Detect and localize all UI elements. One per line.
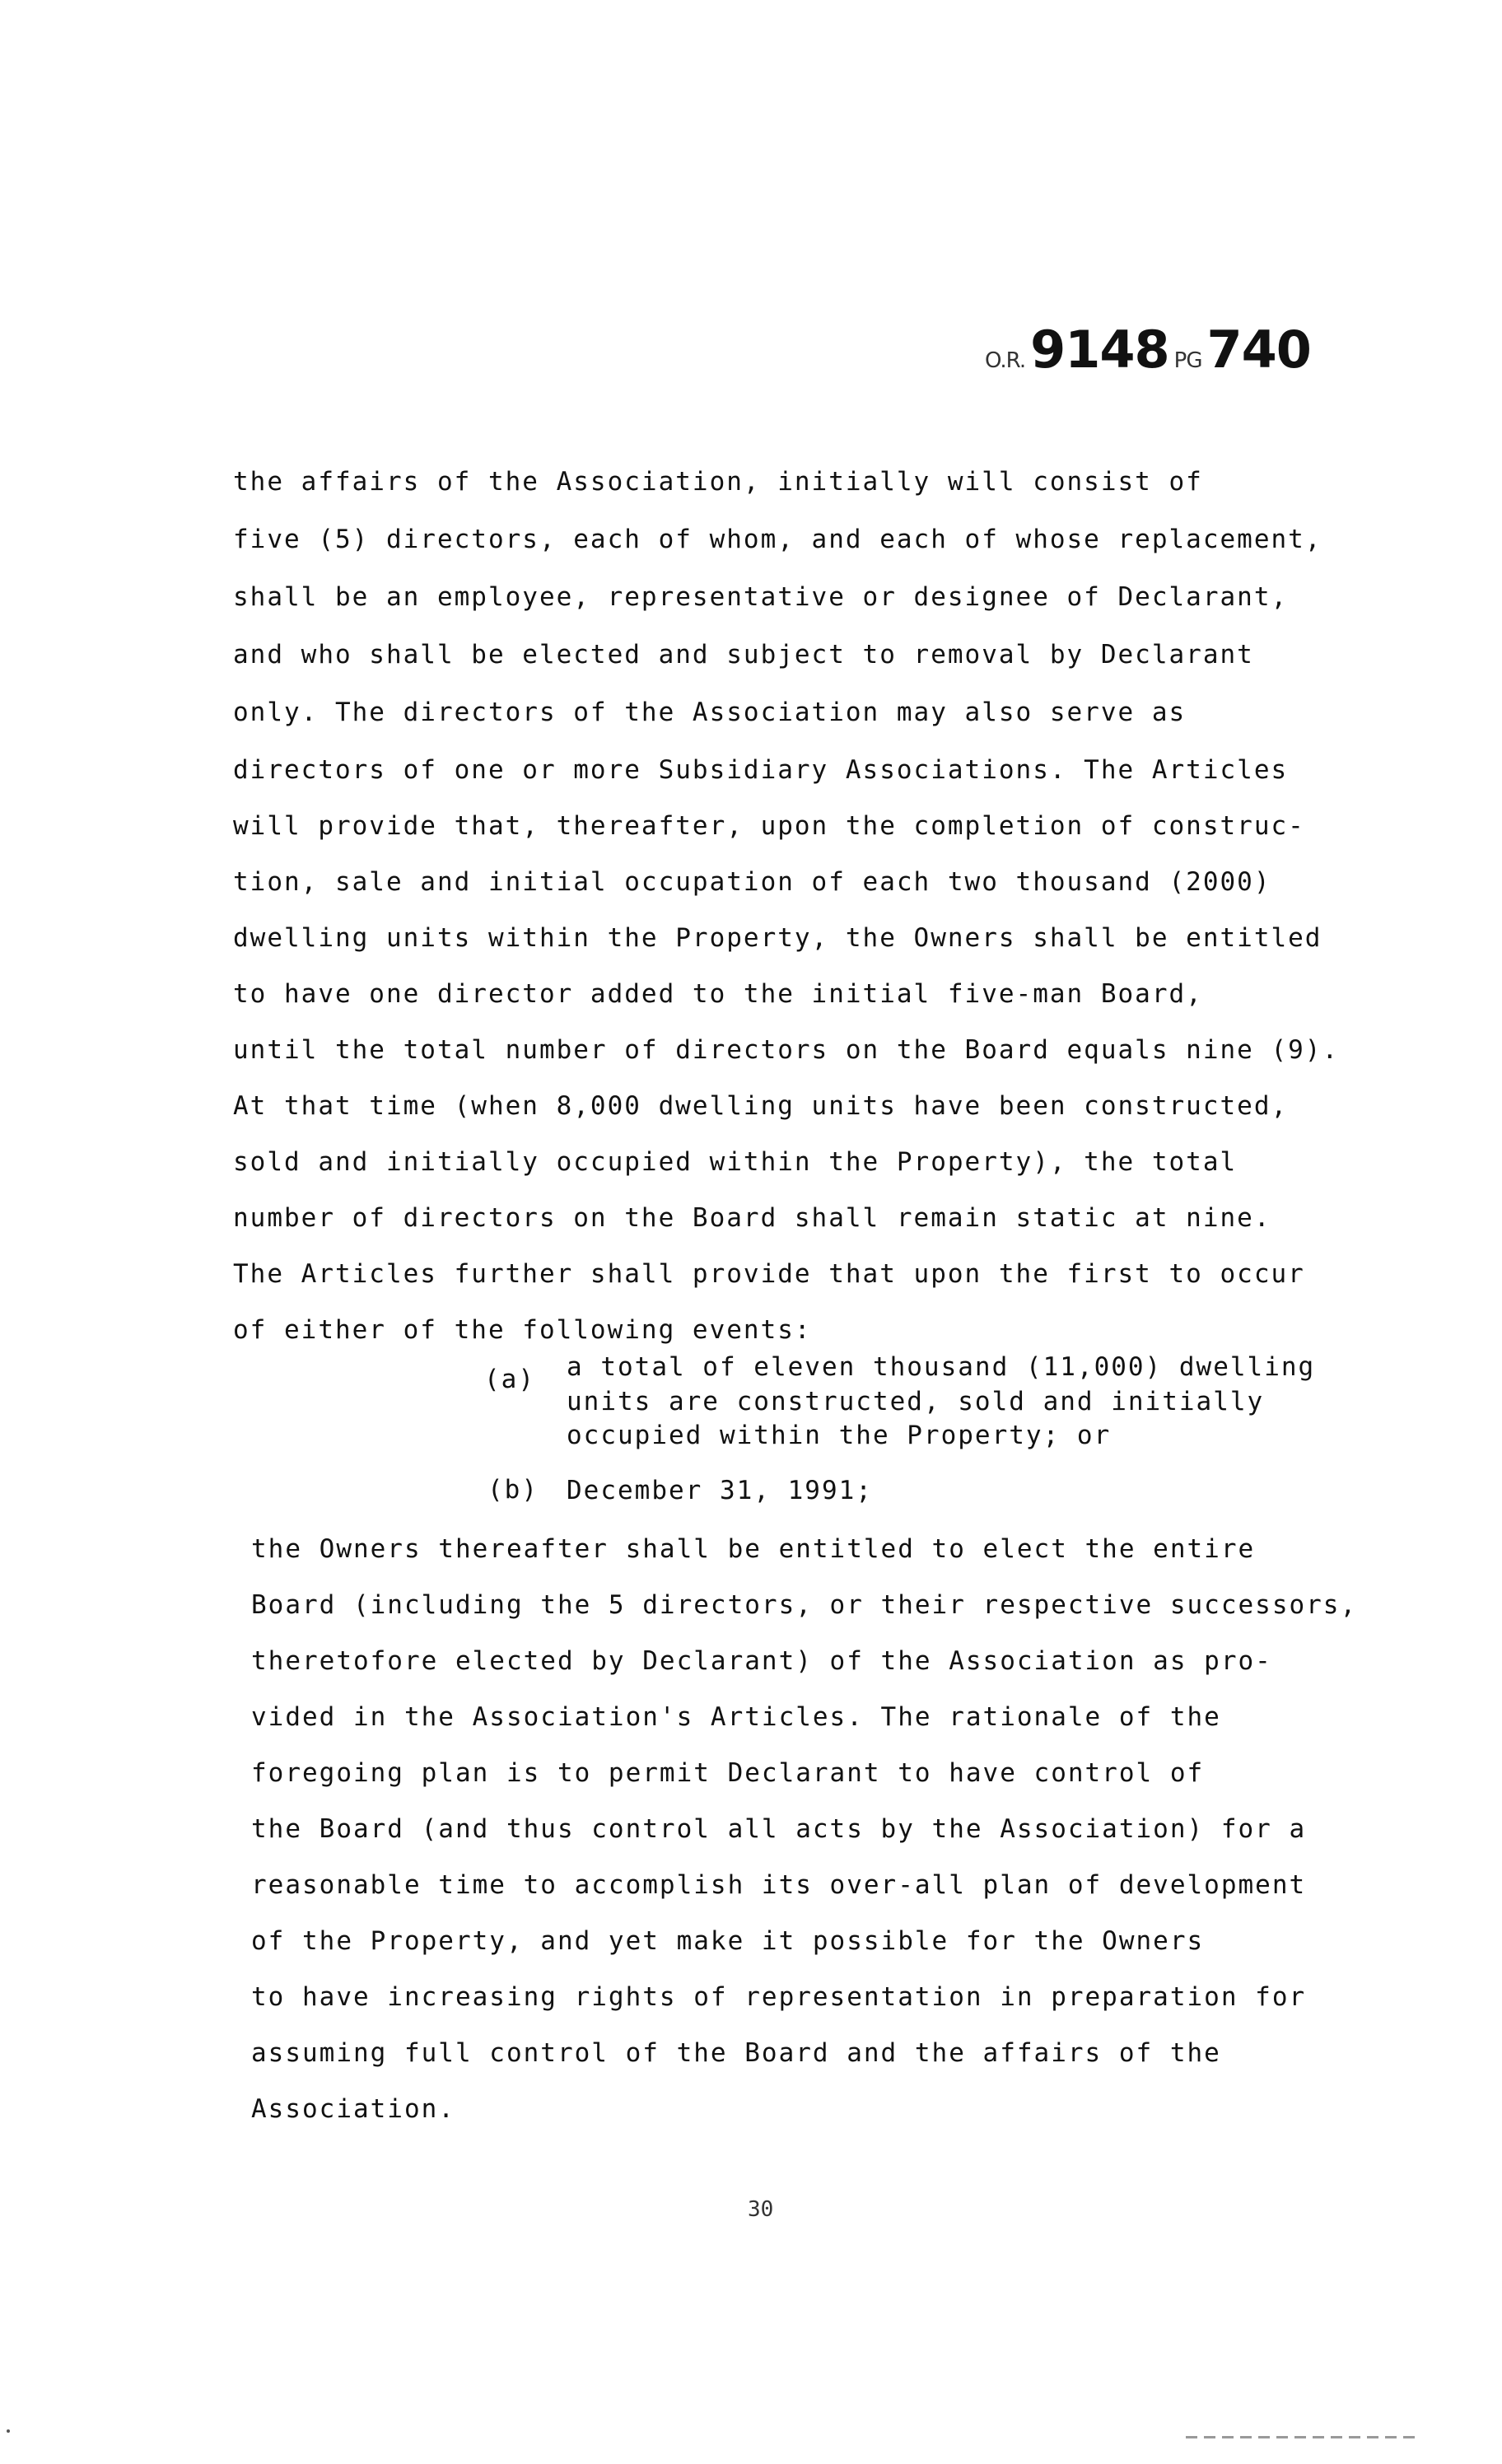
text-line: five (5) directors, each of whom, and each of whose replacement, <box>233 525 1322 554</box>
text-line: reasonable time to accomplish its over-all plan of development <box>251 1870 1307 1900</box>
text-line: Board (including the 5 directors, or their respective successors, <box>251 1590 1358 1620</box>
book-number: 9148 <box>1030 320 1169 380</box>
footer-page-number: 30 <box>748 2197 774 2222</box>
text-line: At that time (when 8,000 dwelling units have been constructed, <box>233 1091 1289 1121</box>
text-line: vided in the Association's Articles. The rationale of the <box>251 1702 1221 1732</box>
text-line: only. The directors of the Association may also serve as <box>233 698 1187 727</box>
stamp-page-number: 740 <box>1206 320 1311 380</box>
text-line: foregoing plan is to permit Declarant to have control of <box>251 1758 1205 1788</box>
scan-artifact <box>7 2429 10 2433</box>
book-page-stamp <box>980 320 1326 380</box>
text-line: The Articles further shall provide that upon the first to occur <box>233 1259 1305 1289</box>
text-line: until the total number of directors on the Board equals nine (9). <box>233 1035 1340 1065</box>
text-line: assuming full control of the Board and the affairs of the <box>251 2038 1221 2068</box>
text-line: of either of the following events: <box>233 1315 812 1345</box>
text-line: directors of one or more Subsidiary Associations. The Articles <box>233 755 1289 785</box>
text-line: number of directors on the Board shall remain static at nine. <box>233 1203 1271 1233</box>
text-line: will provide that, thereafter, upon the completion of construc- <box>233 811 1305 841</box>
text-line: and who shall be elected and subject to removal by Declarant <box>233 640 1254 670</box>
list-item-label: (b) <box>487 1475 539 1505</box>
text-line: the Owners thereafter shall be entitled to elect the entire <box>251 1534 1256 1564</box>
text-line: dwelling units within the Property, the Owners shall be entitled <box>233 923 1322 953</box>
text-line: the affairs of the Association, initially will consist of <box>233 467 1203 497</box>
text-line: to have one director added to the initial five-man Board, <box>233 979 1203 1009</box>
book-prefix: O.R. <box>985 348 1026 373</box>
text-line: Association. <box>251 2094 455 2124</box>
text-line: to have increasing rights of representation in preparation for <box>251 1982 1307 2012</box>
scan-artifact <box>1186 2436 1416 2438</box>
page-prefix: PG <box>1173 348 1202 373</box>
text-line: sold and initially occupied within the Property), the total <box>233 1147 1238 1177</box>
list-item-text: December 31, 1991; <box>567 1476 873 1505</box>
text-line: the Board (and thus control all acts by the Association) for a <box>251 1814 1307 1844</box>
text-line: of the Property, and yet make it possible for the Owners <box>251 1926 1205 1956</box>
list-item-label: (a) <box>484 1365 535 1394</box>
text-line: shall be an employee, representative or designee of Declarant, <box>233 582 1289 612</box>
list-item-text: a total of eleven thousand (11,000) dwelling units are constructed, sold and initially occupied within the Property; or <box>567 1352 1316 1451</box>
text-line: theretofore elected by Declarant) of the Association as pro- <box>251 1646 1272 1676</box>
text-line: tion, sale and initial occupation of each two thousand (2000) <box>233 867 1271 897</box>
